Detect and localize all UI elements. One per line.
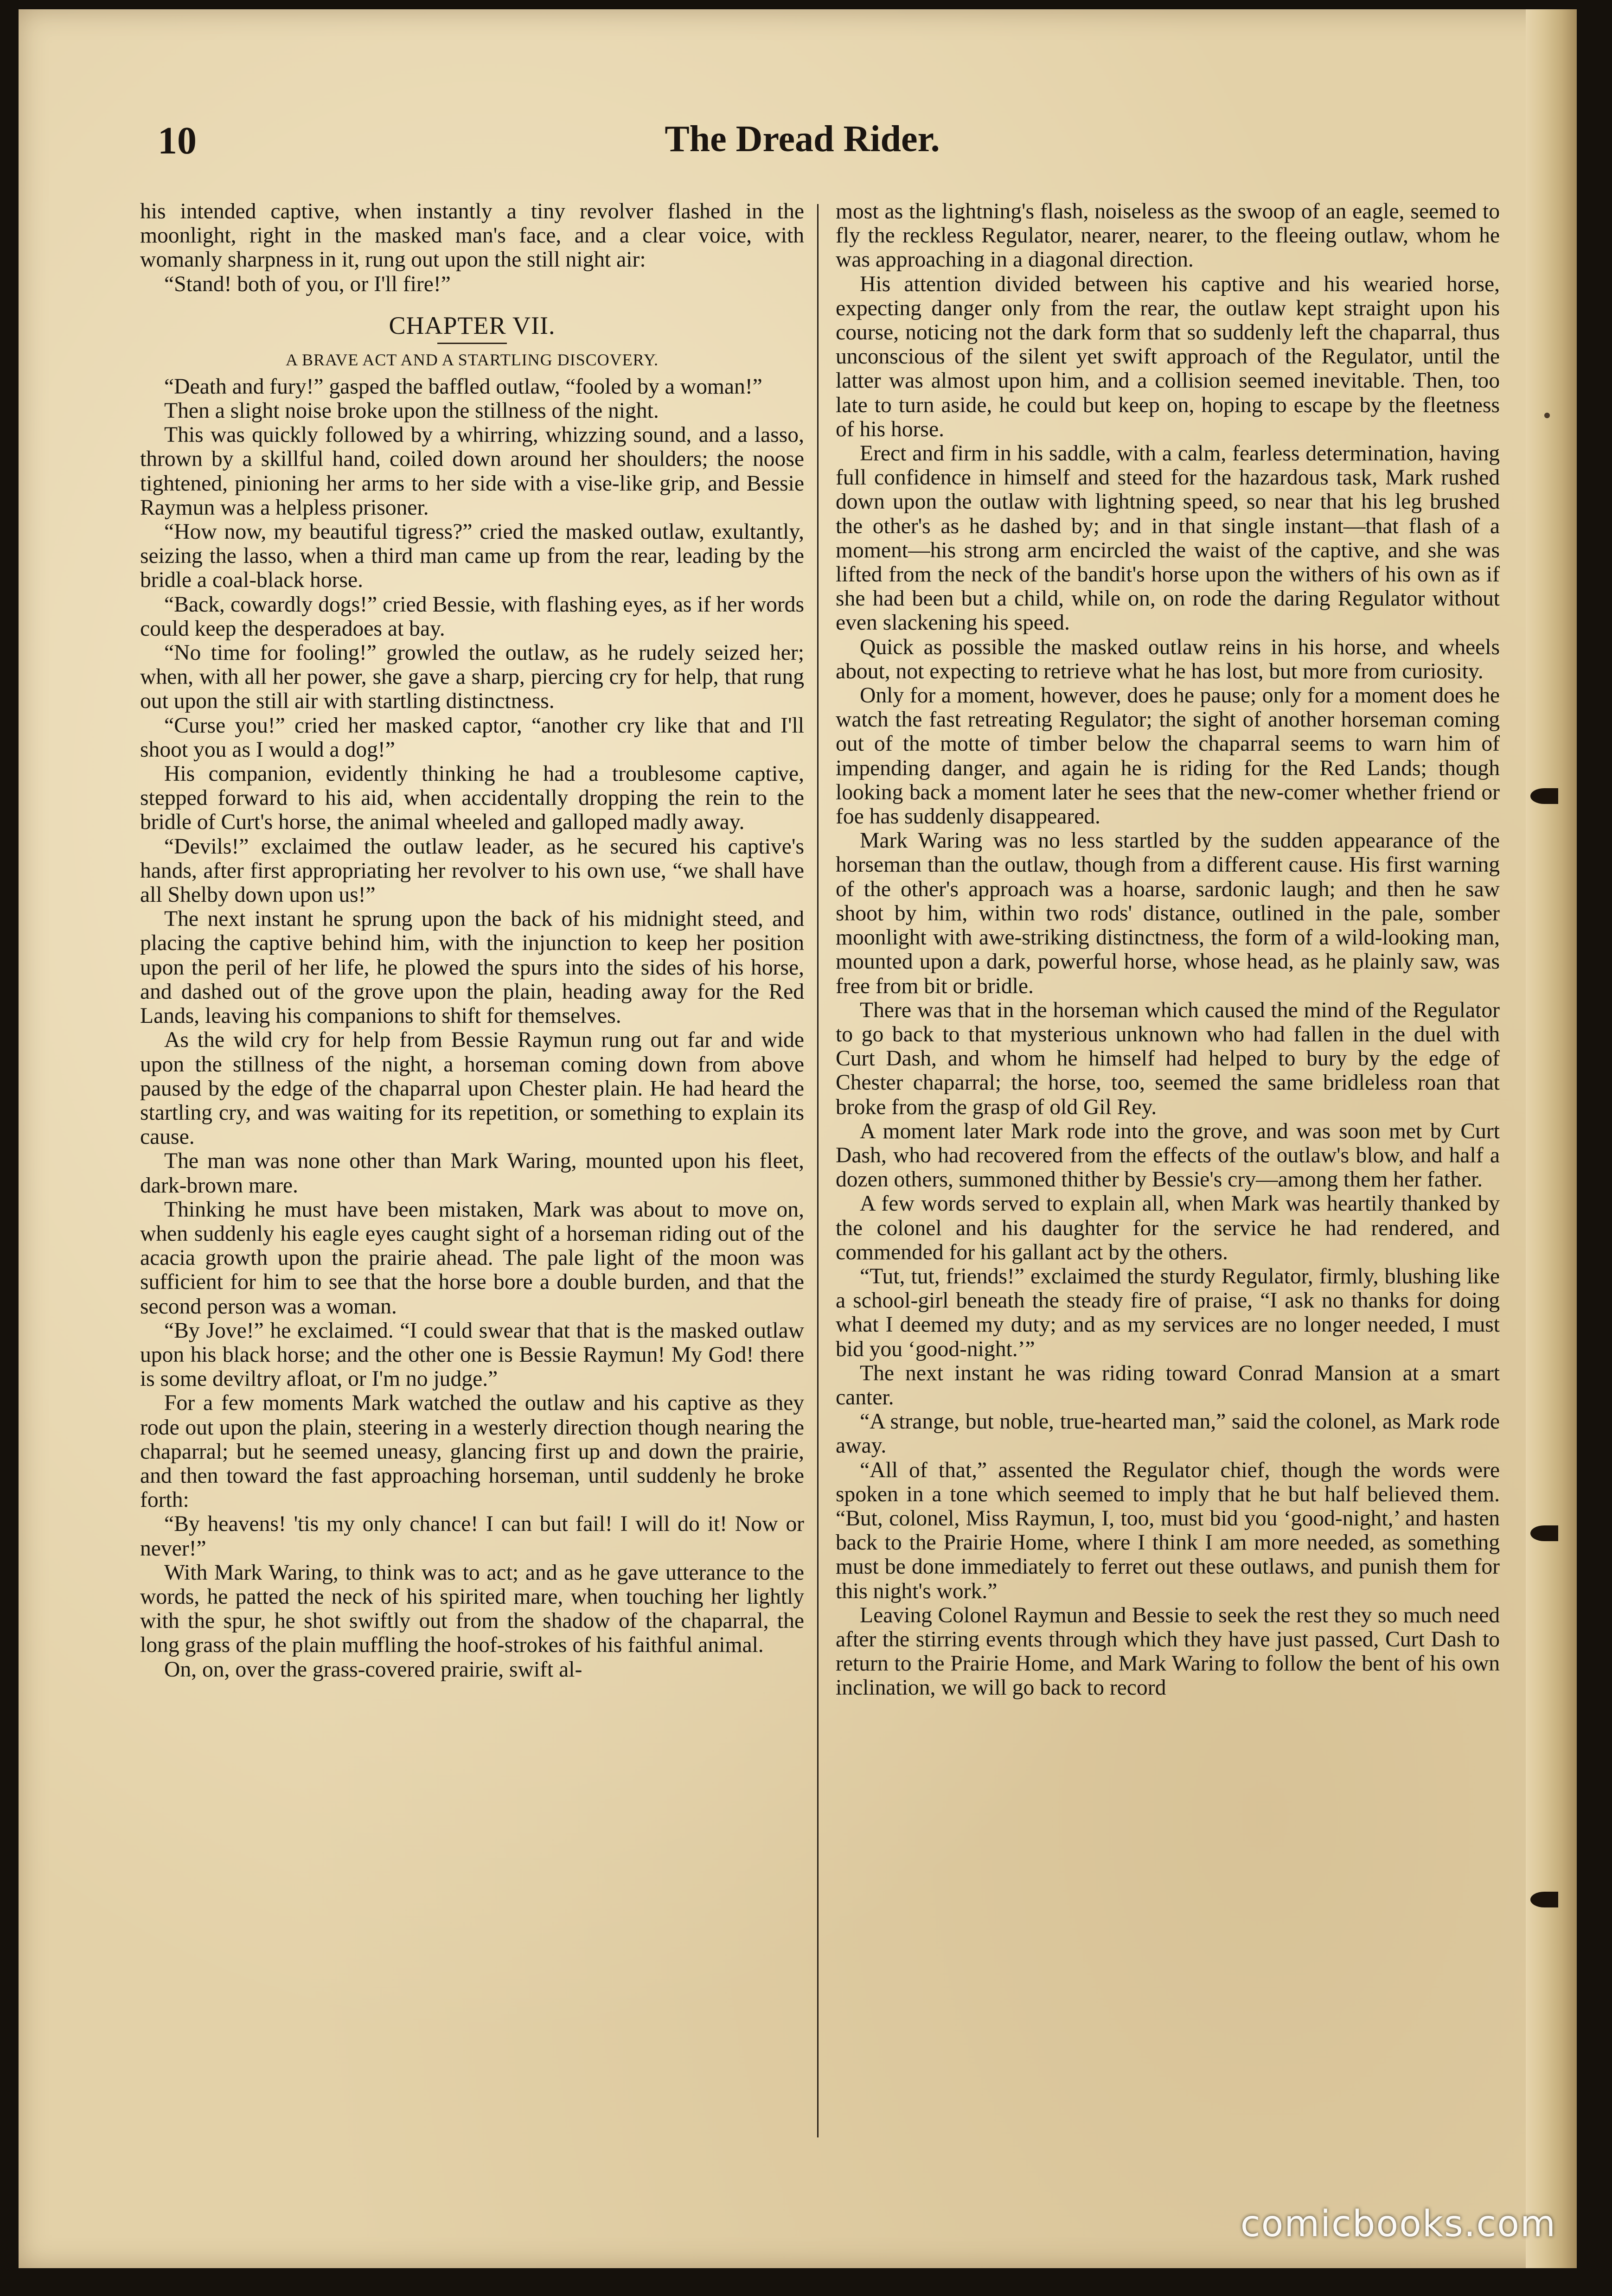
paragraph: “No time for fooling!” growled the outlaw, as he rudely seized her; when, with all her power, she gave a sharp, piercing cry for help, that rung out upon the still air with startling distinctness. <box>140 641 804 714</box>
paragraph: This was quickly followed by a whirring, whizzing sound, and a lasso, thrown by a skillful hand, coiled down around her shoulders; the noose tightened, pinioning her arms to her side with a vise-like grip, and Bessie Raymun was a helpless prisoner. <box>140 423 804 520</box>
paragraph: “How now, my beautiful tigress?” cried the masked outlaw, exultantly, seizing the lasso, when a third man came up from the rear, leading by the bridle a coal-black horse. <box>140 520 804 593</box>
ink-spot <box>1544 413 1550 418</box>
magazine-page <box>19 9 1577 2268</box>
paragraph: “Death and fury!” gasped the baffled outlaw, “fooled by a woman!” <box>164 374 762 399</box>
binding-stitch <box>1530 1892 1558 1907</box>
paragraph: Only for a moment, however, does he pause; only for a moment does he watch the fast retreating Regulator; the sight of another horseman coming out of the motte of timber below the chaparral seems to warn him of impending danger, and again he is riding for the Red Lands; though looking back a moment later he sees that the new-comer whether friend or foe has suddenly disappeared. <box>836 683 1500 829</box>
paragraph: A few words served to explain all, when Mark was heartily thanked by the colonel and his daughter for the service he had rendered, and commended for his gallant act by the others. <box>836 1192 1500 1264</box>
paragraph: The next instant he sprung upon the back of his midnight steed, and placing the captive behind him, with the injunction to keep her position upon the peril of her life, he plowed the spurs into the sides of his horse, and dashed out of the grove upon the plain, heading away for the Red Lands, leaving his companions to shift for themselves. <box>140 907 804 1028</box>
paragraph: “Tut, tut, friends!” exclaimed the sturdy Regulator, firmly, blushing like a school-girl beneath the steady fire of praise, “I ask no thanks for doing what I deemed my duty; and as my services are no longer needed, I must bid you ‘good-night.’” <box>836 1264 1500 1361</box>
binding-stitch <box>1530 788 1558 804</box>
paragraph: “Back, cowardly dogs!” cried Bessie, with flashing eyes, as if her words could keep the desperadoes at bay. <box>140 592 804 641</box>
paragraph: most as the lightning's flash, noiseless as the swoop of an eagle, seemed to fly the reckless Regulator, nearer, nearer, to the fleeing outlaw, whom he was approaching in a diagonal direction. <box>836 199 1500 272</box>
paragraph: A moment later Mark rode into the grove, and was soon met by Curt Dash, who had recovered from the effects of the outlaw's blow, and half a dozen others, summoned thither by Bessie's cry—among them her father. <box>836 1119 1500 1192</box>
paragraph: His attention divided between his captive and his wearied horse, expecting danger only from the rear, the outlaw kept straight upon his course, noticing not the dark form that so suddenly left the chaparral, thus unconscious of the silent yet swift approach of the Regulator, until the latter was almost upon him, and a collision seemed inevitable. Then, too late to turn aside, he could but keep on, hoping to escape by the fleetness of his horse. <box>836 272 1500 441</box>
page-number: 10 <box>158 119 197 162</box>
left-column <box>140 199 804 2147</box>
chapter-divider <box>437 343 507 344</box>
running-title: The Dread Rider. <box>665 119 940 159</box>
paragraph: “Curse you!” cried her masked captor, “another cry like that and I'll shoot you as I would a dog!” <box>140 713 804 762</box>
paragraph: “All of that,” assented the Regulator chief, though the words were spoken in a tone which seemed to imply that he but half believed them. “But, colonel, Miss Raymun, I, too, must bid you ‘good-night,’ and hasten back to the Prairie Home, where I think I am more needed, as something must be done immediately to ferret out these outlaws, and punish them for this night's work.” <box>836 1458 1500 1603</box>
paragraph: As the wild cry for help from Bessie Raymun rung out far and wide upon the stillness of the night, a horseman coming down from above paused by the edge of the chaparral upon Chester plain. He had heard the startling cry, and was waiting for its repetition, or something to explain its cause. <box>140 1028 804 1149</box>
page-header <box>139 118 1299 169</box>
paragraph: On, on, over the grass-covered prairie, swift al- <box>164 1657 582 1682</box>
column-divider <box>817 204 819 2137</box>
paragraph: With Mark Waring, to think was to act; and as he gave utterance to the words, he patted the neck of his spirited mare, when touching her lightly with the spur, he shot swiftly out from the shadow of the chaparral, the long grass of the plain muffling the hoof-strokes of his faithful animal. <box>140 1560 804 1658</box>
paragraph: Erect and firm in his saddle, with a calm, fearless determination, having full confidence in himself and steed for the hazardous task, Mark rushed down upon the outlaw with lightning speed, so near that his leg brushed the other's as he dashed by; and in that single instant—that flash of a moment—his strong arm encircled the waist of the captive, and she was lifted from the neck of the bandit's horse upon the withers of his own as if she had been but a child, while on, on rode the daring Regulator without even slackening his speed. <box>836 441 1500 635</box>
chapter-heading: CHAPTER VII. <box>389 311 556 339</box>
chapter-subtitle: A BRAVE ACT AND A STARTLING DISCOVERY. <box>285 350 659 369</box>
binding-stitch <box>1530 1525 1558 1541</box>
paragraph: “Devils!” exclaimed the outlaw leader, as he secured his captive's hands, after first appropriating her revolver to his own use, “we shall have all Shelby down upon us!” <box>140 834 804 907</box>
paragraph: There was that in the horseman which caused the mind of the Regulator to go back to that mysterious unknown who had fallen in the duel with Curt Dash, and whom he himself had helped to bury by the edge of Chester chaparral; the horse, too, seemed the same bridleless roan that broke from the grasp of old Gil Rey. <box>836 998 1500 1119</box>
paragraph: Mark Waring was no less startled by the sudden appearance of the horseman than the outlaw, though from a different cause. His first warning of the other's approach was a hoarse, sardonic laugh; and then he saw shoot by him, within two rods' distance, outlined in the pale, somber moonlight with awe-striking distinctness, the form of a wild-looking man, mounted upon a dark, powerful horse, whose head, as he plainly saw, was free from bit or bridle. <box>836 829 1500 998</box>
paragraph: Quick as possible the masked outlaw reins in his horse, and wheels about, not expecting to retrieve what he has lost, but more from curiosity. <box>836 635 1500 683</box>
paragraph: “A strange, but noble, true-hearted man,” said the colonel, as Mark rode away. <box>836 1409 1500 1458</box>
chapter-header <box>140 310 804 371</box>
paragraph: The man was none other than Mark Waring, mounted upon his fleet, dark-brown mare. <box>140 1149 804 1198</box>
site-watermark: comicbooks.com <box>1240 2203 1556 2245</box>
paragraph: Thinking he must have been mistaken, Mark was about to move on, when suddenly his eagle eyes caught sight of a horseman riding out of the acacia growth upon the prairie ahead. The pale light of the moon was sufficient for him to see that the horse bore a double burden, and that the second person was a woman. <box>140 1197 804 1319</box>
page-binding-edge <box>1526 9 1577 2268</box>
paragraph: “By heavens! 'tis my only chance! I can but fail! I will do it! Now or never!” <box>140 1512 804 1561</box>
paragraph: His companion, evidently thinking he had a troublesome captive, stepped forward to his aid, when accidentally dropping the rein to the bridle of Curt's horse, the animal wheeled and galloped madly away. <box>140 762 804 835</box>
paragraph: “Stand! both of you, or I'll fire!” <box>164 272 451 296</box>
paragraph: For a few moments Mark watched the outlaw and his captive as they rode out upon the plain, steering in a westerly direction though nearing the chaparral; but he seemed uneasy, glancing first up and down the prairie, and then toward the fast approaching horseman, until suddenly he broke forth: <box>140 1391 804 1512</box>
right-column <box>836 199 1500 2147</box>
paragraph: The next instant he was riding toward Conrad Mansion at a smart canter. <box>836 1361 1500 1409</box>
paragraph: Then a slight noise broke upon the stillness of the night. <box>164 399 659 423</box>
paragraph: his intended captive, when instantly a tiny revolver flashed in the moonlight, right in the masked man's face, and a clear voice, with womanly sharpness in it, rung out upon the still night air: <box>140 199 804 272</box>
paragraph: Leaving Colonel Raymun and Bessie to seek the rest they so much need after the stirring events through which they have just passed, Curt Dash to return to the Prairie Home, and Mark Waring to follow the bent of his own inclination, we will go back to record <box>836 1603 1500 1700</box>
paragraph: “By Jove!” he exclaimed. “I could swear that that is the masked outlaw upon his black horse; and the other one is Bessie Raymun! My God! there is some deviltry afloat, or I'm no judge.” <box>140 1318 804 1391</box>
